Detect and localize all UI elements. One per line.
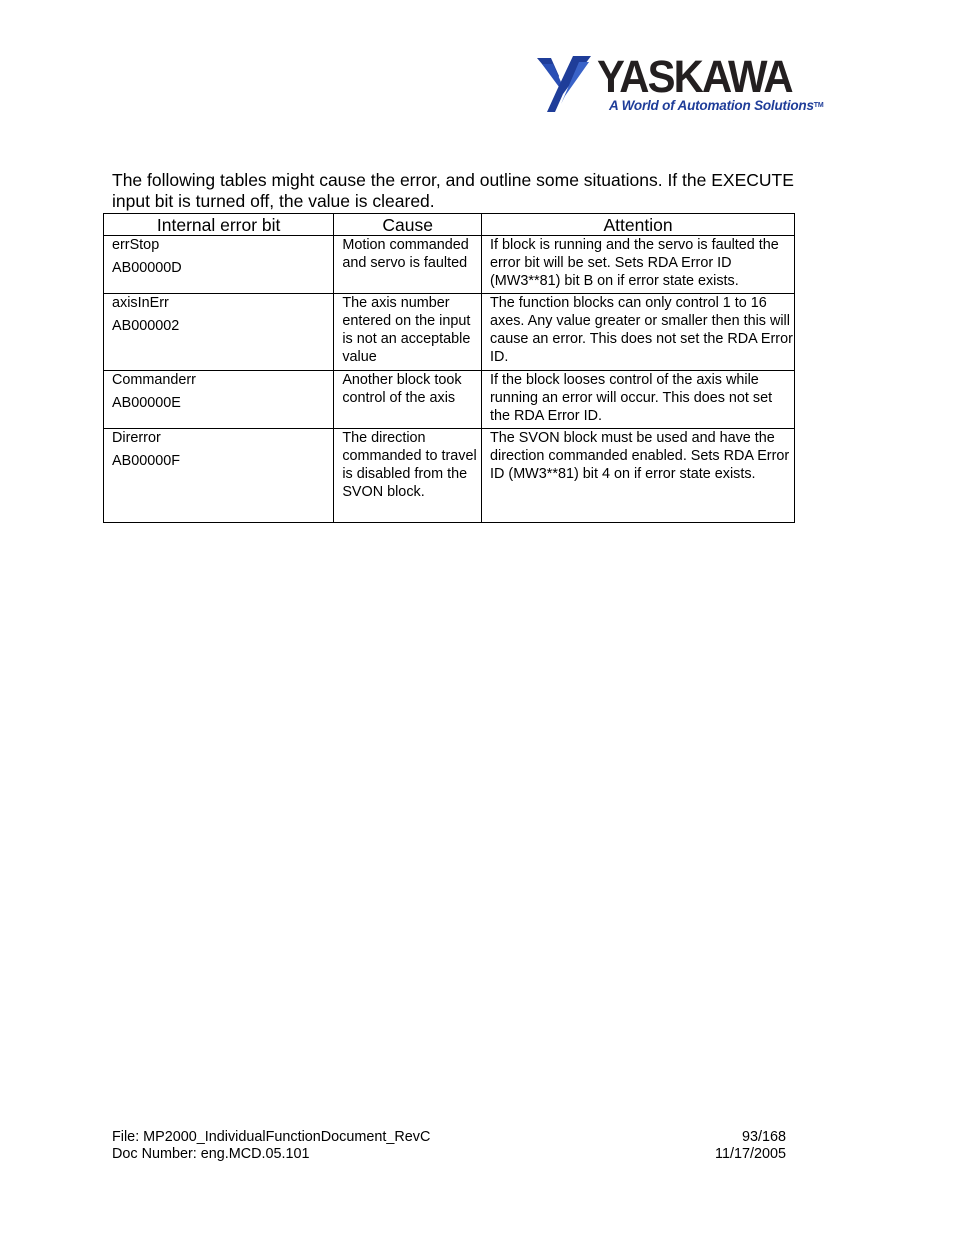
table-row [104,236,795,294]
header-attention: Attention [482,214,795,236]
error-bit-cell [104,371,334,429]
table-header-row [104,214,795,236]
yaskawa-logo [533,52,823,118]
cause-cell: The direction commanded to travel is disabled from the SVON block. [334,429,482,523]
error-bit-cell [104,294,334,371]
yaskawa-swoosh-icon [533,54,595,114]
attention-cell: If block is running and the servo is faulted the error bit will be set. Sets RDA Error ID (MW3**81) bit B on if error state exists. [482,236,795,294]
table-row [104,371,795,429]
error-bit-name: Commanderr [112,372,196,388]
attention-cell: The function blocks can only control 1 to 16 axes. Any value greater or smaller then this will cause an error. This does not set the RDA Error ID. [482,294,795,371]
footer-page-info [660,1129,786,1163]
error-bit-address: AB00000E [112,395,181,411]
intro-paragraph: The following tables might cause the error, and outline some situations. If the EXECUTE input bit is turned off, the value is cleared. [112,170,794,211]
attention-cell: If the block looses control of the axis while running an error will occur. This does not set the RDA Error ID. [482,371,795,429]
cause-cell: Another block took control of the axis [334,371,482,429]
error-bit-address: AB000002 [112,318,180,334]
logo-tagline: A World of Automation Solutions™ [609,98,824,113]
error-bit-address: AB00000D [112,260,182,276]
error-bit-cell [104,429,334,523]
header-internal-error-bit: Internal error bit [104,214,334,236]
trademark-mark: TM [813,102,824,109]
header-cause: Cause [334,214,482,236]
footer-date: 11/17/2005 [715,1146,786,1162]
page-number: 93/168 [741,1129,786,1145]
error-bit-address: AB00000F [112,453,181,469]
error-bit-name: axisInErr [112,295,169,311]
attention-cell: The SVON block must be used and have the direction commanded enabled. Sets RDA Error ID (MW3**81) bit 4 on if error state exists. [482,429,795,523]
footer-file-info [112,1129,430,1163]
footer-file-name: File: MP2000_IndividualFunctionDocument_RevC [112,1129,431,1145]
cause-cell: The axis number entered on the input is not an acceptable value [334,294,482,371]
error-bit-name: Direrror [112,430,161,446]
table-row [104,294,795,371]
error-bit-name: errStop [112,237,160,253]
logo-wordmark: YASKAWA [597,51,792,102]
footer-doc-number: Doc Number: eng.MCD.05.101 [112,1146,310,1162]
table-row [104,429,795,523]
cause-cell: Motion commanded and servo is faulted [334,236,482,294]
error-table [103,213,795,523]
error-bit-cell [104,236,334,294]
